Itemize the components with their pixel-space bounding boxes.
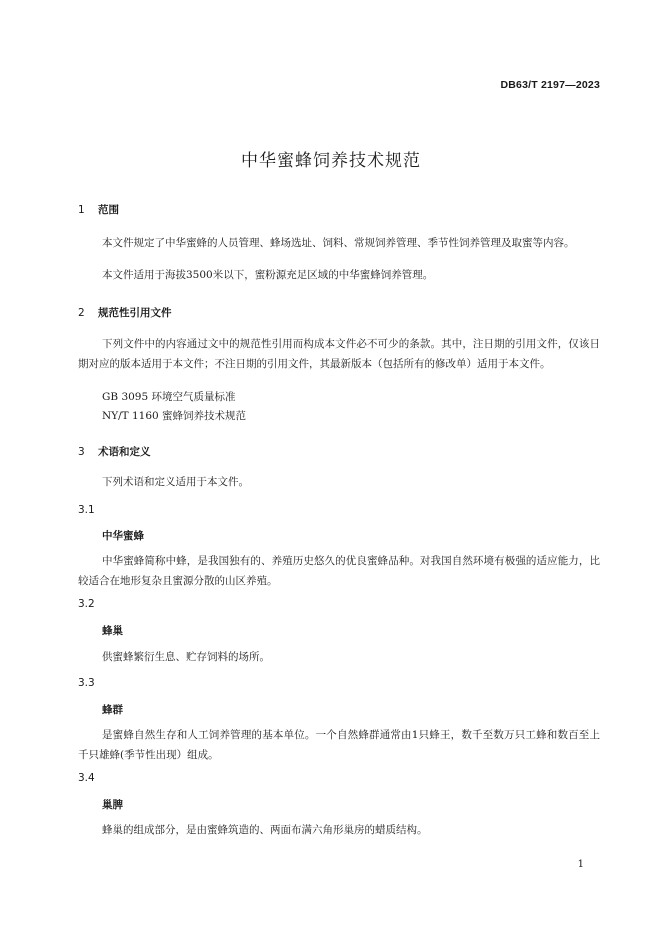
section-number: 1 [78, 204, 85, 216]
scope-paragraph-1: 本文件规定了中华蜜蜂的人员管理、蜂场选址、饲料、常规饲养管理、季节性饲养管理及取蜜等内容。 [102, 237, 575, 249]
term-number: 3.1 [78, 504, 95, 516]
section-title: 规范性引用文件 [98, 307, 172, 319]
term-definition: 供蜜蜂繁衍生息、贮存饲料的场所。 [102, 651, 270, 663]
normative-paragraph: 下列文件中的内容通过文中的规范性引用而构成本文件必不可少的条款。其中，注日期的引用文件，仅该日期对应的版本适用于本文件；不注日期的引用文件，其最新版本（包括所有的修改单）适用于本文件。 [78, 338, 600, 370]
section-heading-scope [78, 202, 119, 217]
scope-paragraph-2: 本文件适用于海拔3500米以下，蜜粉源充足区域的中华蜜蜂饲养管理。 [102, 269, 434, 281]
section-number: 2 [78, 307, 85, 319]
term-name: 蜂巢 [102, 625, 123, 637]
terms-intro: 下列术语和定义适用于本文件。 [102, 476, 249, 488]
term-definition: 中华蜜蜂简称中蜂，是我国独有的、养殖历史悠久的优良蜜蜂品种。对我国自然环境有极强的适应能力，比较适合在地形复杂且蜜源分散的山区养殖。 [78, 555, 600, 587]
term-name: 中华蜜蜂 [102, 530, 144, 542]
term-number: 3.3 [78, 677, 95, 689]
reference-gb3095: GB 3095 环境空气质量标准 [102, 391, 236, 403]
section-heading-normative [78, 305, 172, 320]
term-definition: 蜂巢的组成部分，是由蜜蜂筑造的、两面布满六角形巢房的蜡质结构。 [102, 824, 428, 836]
term-number: 3.4 [78, 772, 95, 784]
section-heading-terms [78, 444, 151, 459]
section-title: 术语和定义 [98, 446, 151, 458]
section-number: 3 [78, 446, 85, 458]
reference-nyt1160: NY/T 1160 蜜蜂饲养技术规范 [102, 410, 247, 422]
document-title: 中华蜜蜂饲养技术规范 [241, 151, 421, 171]
term-definition: 是蜜蜂自然生存和人工饲养管理的基本单位。一个自然蜂群通常由1只蜂王，数千至数万只工蜂和数百至上千只雄蜂(季节性出现）组成。 [78, 729, 600, 761]
term-number: 3.2 [78, 598, 95, 610]
page-number: 1 [577, 859, 584, 870]
term-name: 巢脾 [102, 799, 123, 811]
term-name: 蜂群 [102, 704, 123, 716]
section-title: 范围 [98, 204, 119, 216]
document-code: DB63/T 2197—2023 [500, 79, 600, 91]
